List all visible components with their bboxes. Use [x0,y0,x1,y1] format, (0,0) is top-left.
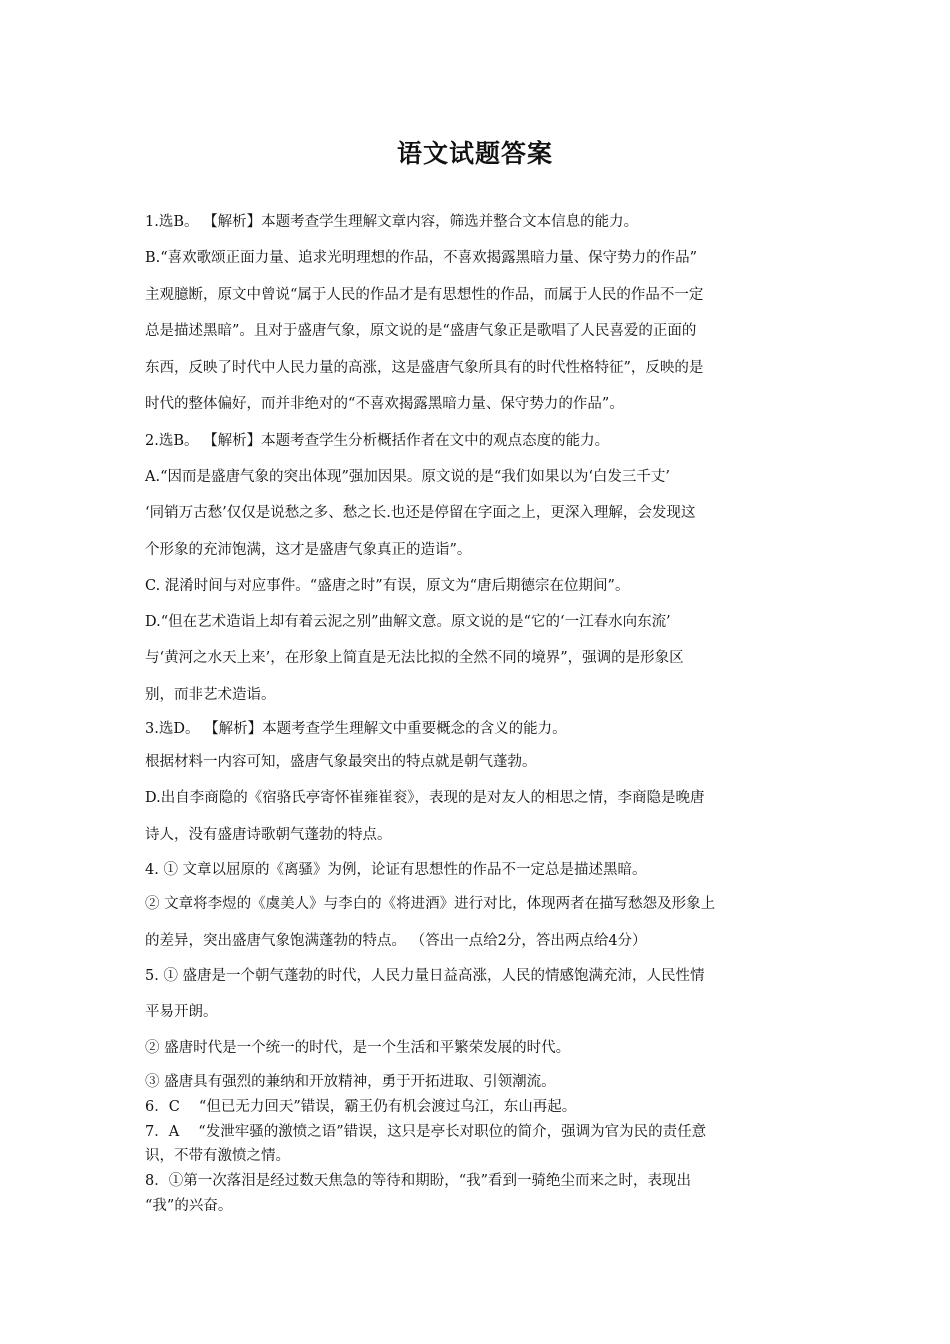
answer-line-25: ③ 盛唐具有强烈的兼纳和开放精神，勇于开拓进取、引领潮流。 [145,1074,556,1090]
answer-line-9: ‘同销万古愁’仅仅是说愁之多、愁之长.也还是停留在字面之上，更深入理解，会发现这 [145,505,696,521]
answer-line-8: A.“因而是盛唐气象的突出体现”强加因果。原文说的是“我们如果以为‘白发三千丈’ [145,469,671,485]
answer-line-24: ② 盛唐时代是一个统一的时代，是一个生活和平繁荣发展的时代。 [145,1040,571,1056]
answer-line-27: 7．A “发泄牢骚的激愤之语”错误，这只是亭长对职位的简介，强调为官为民的责任意 [145,1124,707,1140]
answer-line-22: 5. ① 盛唐是一个朝气蓬勃的时代，人民力量日益高涨，人民的情感饱满充沛，人民性情 [145,968,705,984]
answer-line-29: 8．①第一次落泪是经过数天焦急的等待和期盼，“我”看到一骑绝尘而来之时，表现出 [145,1173,692,1189]
answer-line-2: B.“喜欢歌颂正面力量、追求光明理想的作品，不喜欢揭露黑暗力量、保守势力的作品” [145,250,698,266]
answer-line-14: 别，而非艺术造诣。 [145,687,276,703]
answer-line-3: 主观臆断，原文中曾说“属于人民的作品才是有思想性的作品，而属于人民的作品不一定 [145,287,704,303]
answer-line-13: 与‘黄河之水天上来’，在形象上简直是无法比拟的全然不同的境界”，强调的是形象区 [145,650,684,666]
answer-line-5: 东西，反映了时代中人民力量的高涨，这是盛唐气象所具有的时代性格特征”，反映的是 [145,360,704,376]
document-title: 语文试题答案 [396,139,553,168]
answer-line-15: 3.选D。 【解析】本题考查学生理解文中重要概念的含义的能力。 [145,721,567,737]
answer-line-16: 根据材料一内容可知，盛唐气象最突出的特点就是朝气蓬勃。 [145,754,537,770]
answer-line-28: 识，不带有激愤之情。 [145,1148,290,1164]
answer-line-1: 1.选B。 【解析】本题考查学生理解文章内容，筛选并整合文本信息的能力。 [145,214,639,230]
answer-line-7: 2.选B。 【解析】本题考查学生分析概括作者在文中的观点态度的能力。 [145,433,610,449]
answer-line-12: D.“但在艺术造诣上却有着云泥之别”曲解文意。原文说的是“它的‘一江春水向东流’ [145,614,671,630]
answer-line-19: 4. ① 文章以屈原的《离骚》为例，论证有思想性的作品不一定总是描述黑暗。 [145,862,647,878]
answer-line-10: 个形象的充沛饱满，这才是盛唐气象真正的造诣”。 [145,542,472,558]
answer-line-18: 诗人，没有盛唐诗歌朝气蓬勃的特点。 [145,827,392,843]
answer-line-23: 平易开朗。 [145,1004,218,1020]
answer-line-30: “我”的兴奋。 [145,1198,233,1214]
answer-line-21: 的差异，突出盛唐气象饱满蓬勃的特点。 （答出一点给2分，答出两点给4分） [145,933,647,949]
answer-line-11: C. 混淆时间与对应事件。“盛唐之时”有误，原文为“唐后期德宗在位期间”。 [145,578,630,594]
answer-line-4: 总是描述黑暗”。且对于盛唐气象，原文说的是“盛唐气象正是歌唱了人民喜爱的正面的 [145,323,697,339]
answer-line-26: 6．C “但已无力回天”错误，霸王仍有机会渡过乌江，东山再起。 [145,1099,577,1115]
answer-line-17: D.出自李商隐的《宿骆氏亭寄怀崔雍崔衮》，表现的是对友人的相思之情，李商隐是晚唐 [145,790,705,806]
answer-line-6: 时代的整体偏好，而并非绝对的“不喜欢揭露黑暗力量、保守势力的作品”。 [145,396,624,412]
answer-line-20: ② 文章将李煜的《虞美人》与李白的《将进酒》进行对比，体现两者在描写愁怨及形象上 [145,896,716,912]
